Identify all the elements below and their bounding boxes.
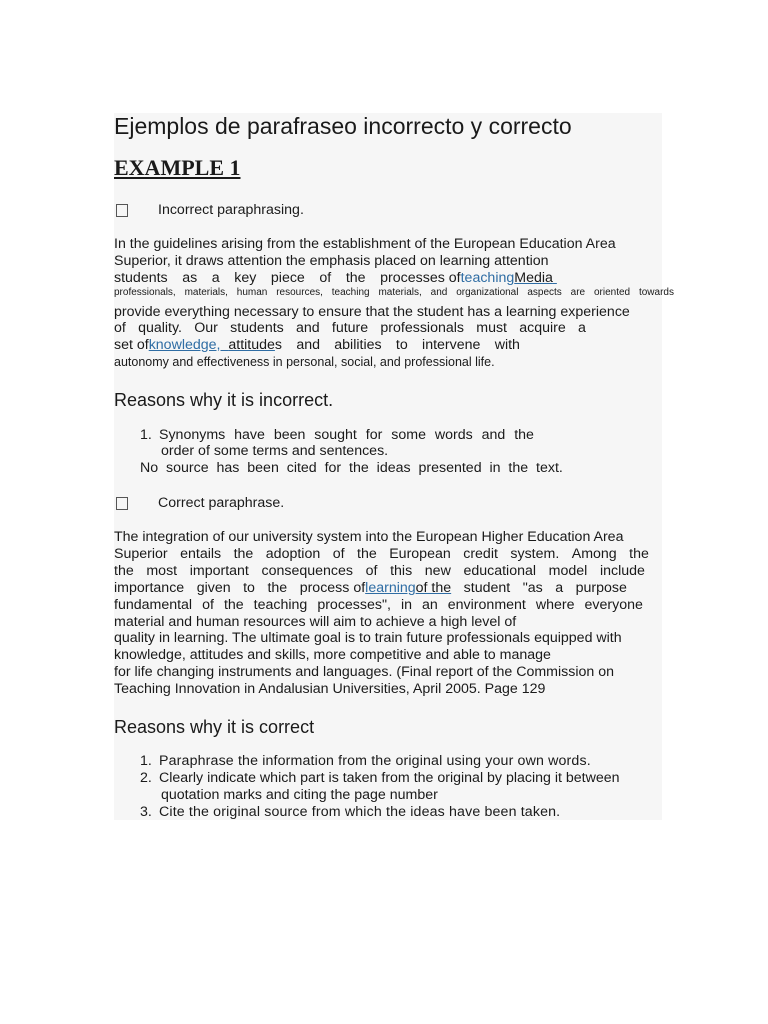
word: European [389,546,451,562]
page-title: Ejemplos de parafraseo incorrecto y correcto [114,113,572,139]
list-item [140,460,563,477]
media-link[interactable]: Media [514,270,553,286]
word: student [463,580,511,596]
incorrect-paragraph-line: autonomy and effectiveness in personal, social, and professional life. [114,355,495,369]
word: fundamental [114,597,193,613]
word: the [223,597,244,613]
word: set of [114,337,149,353]
word: future [331,320,369,336]
word: process [299,580,350,596]
teaching-link[interactable]: teaching [460,270,515,286]
word: No [140,460,159,476]
word: acquire [519,320,566,336]
word: where [535,597,575,613]
word: human [236,287,268,298]
word: presented [418,460,482,476]
word: educational [463,563,537,579]
learning-link[interactable]: learning [365,580,416,596]
word: everyone [584,597,643,613]
word: and [296,337,320,353]
incorrect-label: Incorrect paraphrasing. [158,202,304,218]
incorrect-paragraph-line [114,320,586,337]
list-item [159,427,534,444]
correct-paragraph-line: knowledge, attitudes and skills, more competitive and able to manage [114,647,551,663]
word: a [211,270,220,286]
word: and [295,320,320,336]
word: professionals [380,320,465,336]
correct-paragraph-line [114,597,643,614]
word: include [599,563,645,579]
word: environment [447,597,526,613]
list-number: 1. [140,427,152,443]
word: been [247,460,279,476]
word: the [349,460,369,476]
word: the [514,427,534,443]
word: in [489,460,501,476]
word: as [182,270,198,286]
word: intervene [422,337,481,353]
word: processes [380,270,445,286]
word: of [332,546,345,562]
word: new [424,563,451,579]
list-number: 3. [140,804,152,820]
word: important [189,563,249,579]
word: entails [180,546,222,562]
word: organizational [456,287,519,298]
list-item: Paraphrase the information from the original using your own words. [159,753,591,769]
word: materials, [378,287,422,298]
word: sought [314,427,357,443]
bullet-square-icon [116,204,128,217]
word: students [114,270,168,286]
word: the [233,546,254,562]
word: teaching [253,597,308,613]
word: materials, [184,287,228,298]
word: ideas [376,460,411,476]
word: and [481,427,506,443]
incorrect-paragraph-line: In the guidelines arising from the establishment of the European Education Area [114,236,616,252]
incorrect-paragraph-line [114,287,674,299]
incorrect-paragraph-line [114,337,520,354]
list-number: 1. [140,753,152,769]
incorrect-paragraph-line: provide everything necessary to ensure that the student has a learning experience [114,304,630,320]
incorrect-paragraph-line [114,270,599,287]
word: text. [536,460,563,476]
word: of [448,270,461,286]
correct-paragraph-line [114,580,627,597]
word: has [216,460,240,476]
correct-paragraph-line: quality in learning. The ultimate goal is to train future professionals equipped with [114,630,622,646]
word: teaching [331,287,370,298]
word: the [629,546,649,562]
word: of [353,580,366,596]
word: this [390,563,413,579]
word: cited [286,460,317,476]
word: consequences [261,563,353,579]
list-item-continuation: order of some terms and sentences. [161,443,389,459]
reasons-incorrect-heading: Reasons why it is incorrect. [114,390,334,410]
word: source [166,460,209,476]
of-the-link[interactable]: of the [415,580,452,596]
word: in [400,597,412,613]
reasons-correct-heading: Reasons why it is correct [114,717,315,737]
word: to [395,337,408,353]
word: for [365,427,383,443]
word: to [243,580,255,596]
incorrect-paragraph-line: Superior, it draws attention the emphasis placed on learning attention [114,253,549,269]
bullet-square-icon [116,497,128,510]
word: processes", [317,597,391,613]
word: system. [510,546,560,562]
list-item: Cite the original source from which the ideas have been taken. [159,804,561,820]
list-item: Clearly indicate which part is taken from the original by placing it between [159,770,620,786]
word: purpose [575,580,627,596]
word: of [319,270,332,286]
correct-paragraph-line [114,563,645,580]
word: students [230,320,284,336]
word: with [494,337,520,353]
word: s [274,337,283,353]
word: given [196,580,231,596]
correct-paragraph-line [114,546,649,563]
word: towards [638,287,674,298]
word: aspects [527,287,562,298]
word: of [365,563,378,579]
word: some [391,427,426,443]
word: must [476,320,507,336]
word: an [422,597,438,613]
word: the [345,270,366,286]
correct-paragraph-line: for life changing instruments and languages. (Final report of the Commission on [114,664,614,680]
list-item-continuation: quotation marks and citing the page number [161,787,438,803]
word: most [146,563,178,579]
word: and [430,287,448,298]
word: the [114,563,134,579]
word: are [570,287,586,298]
word: piece [270,270,305,286]
word: been [273,427,306,443]
word: Among [571,546,617,562]
correct-label: Correct paraphrase. [158,495,285,511]
word: adoption [265,546,321,562]
word: have [234,427,265,443]
word: Superior [114,546,168,562]
word: oriented [593,287,631,298]
word: professionals, [114,287,176,298]
knowledge-link[interactable]: knowledge, [148,337,221,353]
word: "as [522,580,543,596]
word: the [267,580,288,596]
word: a [578,320,586,336]
word: credit [463,546,498,562]
word: Synonyms [159,427,226,443]
word: abilities [334,337,382,353]
word: of [114,320,126,336]
list-number: 2. [140,770,152,786]
word: key [234,270,257,286]
word: quality. [138,320,182,336]
word: the [508,460,529,476]
word: Our [194,320,218,336]
attitude-link[interactable]: attitude [228,337,275,353]
word: of [202,597,214,613]
correct-paragraph-line: Teaching Innovation in Andalusian Universities, April 2005. Page 129 [114,681,546,697]
word: the [357,546,377,562]
word: resources, [276,287,323,298]
correct-paragraph-line: The integration of our university system into the European Higher Education Area [114,529,624,545]
word: words [434,427,473,443]
correct-paragraph-line: material and human resources will aim to achieve a high level of [114,614,517,630]
word: model [548,563,588,579]
word: for [324,460,342,476]
word: importance [114,580,185,596]
example-heading: EXAMPLE 1 [114,155,241,180]
word: a [555,580,564,596]
